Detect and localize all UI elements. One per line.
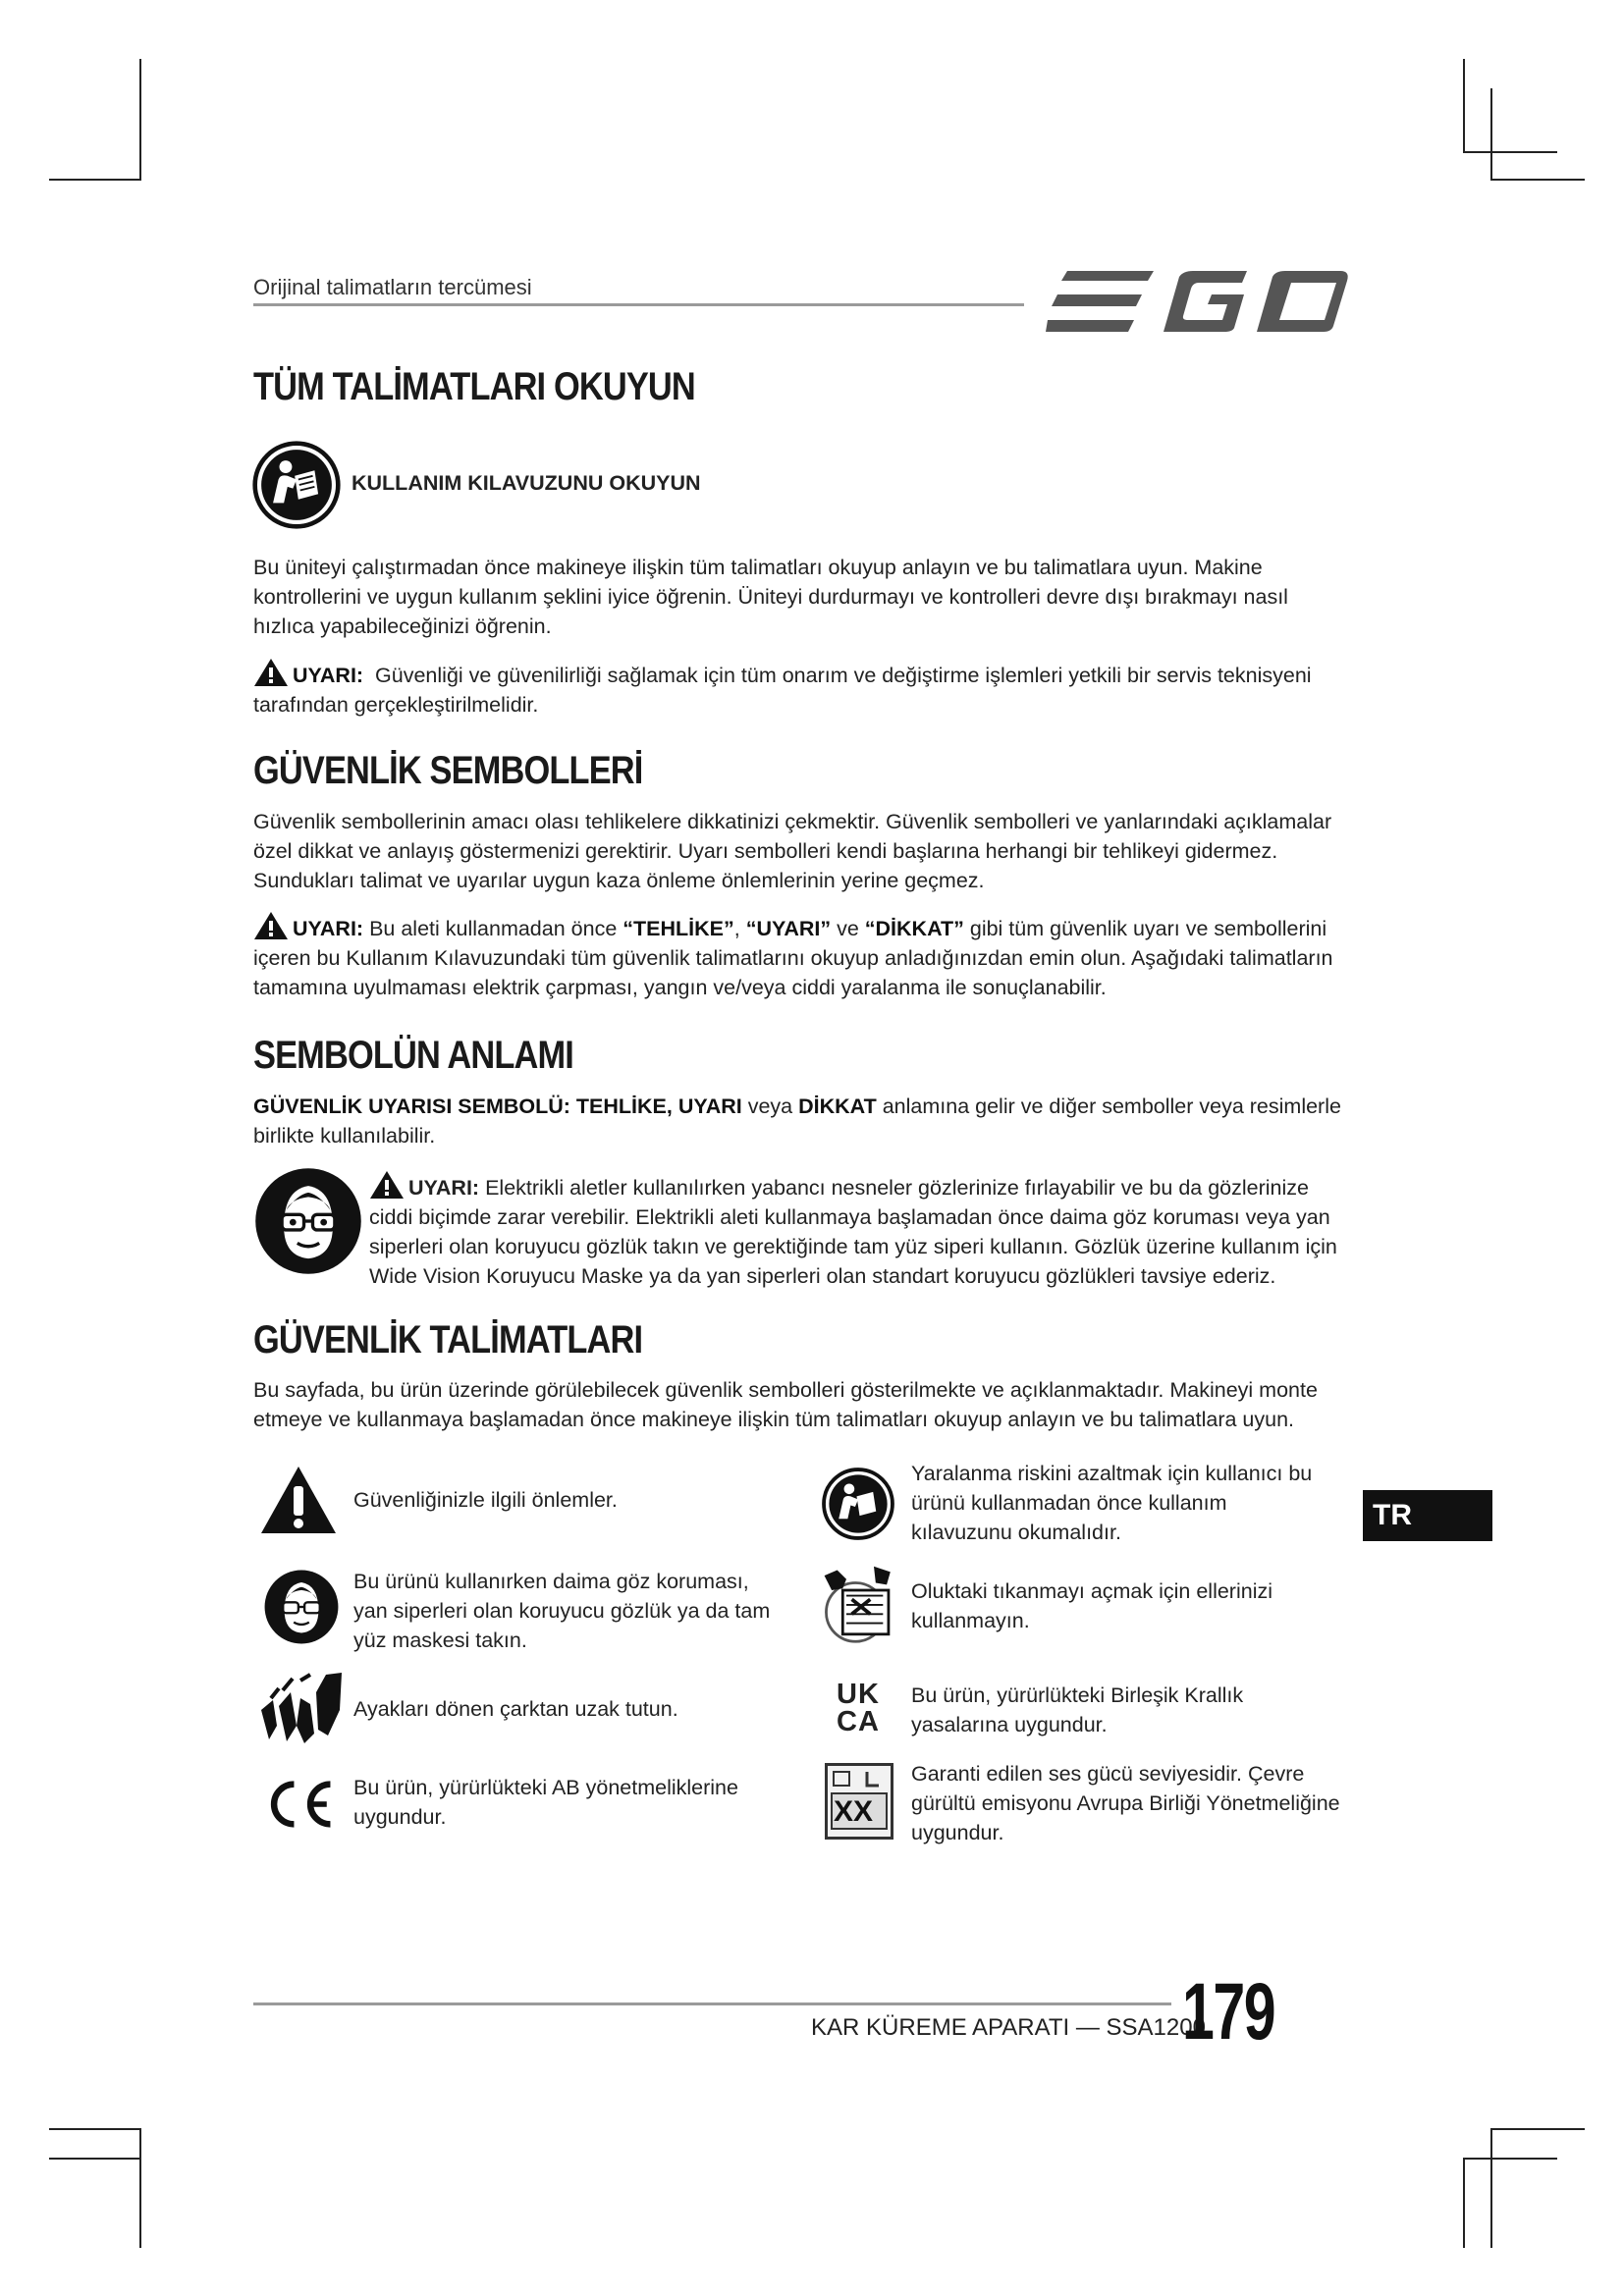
footer-title: KAR KÜREME APARATI — SSA1200	[811, 2014, 1206, 2041]
crop-mark	[49, 179, 141, 181]
symbol-text: Yaralanma riskini azaltmak için kullanıcı bu ürünü kullanmadan önce kullanım kılavuzunu okumalıdır.	[911, 1462, 1313, 1544]
crop-mark	[1463, 2158, 1465, 2248]
crop-mark	[49, 2158, 141, 2160]
safety-alert-icon	[259, 1465, 338, 1535]
read-manual-icon	[251, 440, 342, 530]
header-label: Orijinal talimatların tercümesi	[253, 275, 532, 299]
footer-rule	[253, 2002, 1171, 2005]
safety-symbols-intro: Güvenlik sembollerinin amacı olası tehlikelere dikkatinizi çekmektir. Güvenlik sembolleri ve yanlarındaki açıklamalar özel dikkat ve anlayış göstermenizi gerektirir. Uyarı sembolleri kendi başlarına herhangi bir tehlikeyi gidermez. Sundukları talimat ve uyarılar uygun kaza önleme önlemlerinin yerine geçmez.	[253, 810, 1332, 892]
language-tab: TR	[1363, 1490, 1492, 1541]
read-manual-icon	[821, 1467, 895, 1541]
lead-mid: veya	[741, 1095, 799, 1118]
ukca-mark-icon	[831, 1681, 886, 1739]
warning-text-post: gibi tüm güvenlik uyarı ve sembollerini içeren bu Kullanım Kılavuzundaki tüm güvenlik talimatlarını okuyup anladığınızdan emin olun. Aşağıdaki talimatların tamamına uyulmaması elektrik çarpması, yangın ve/veya ciddi yaralanma ile sonuçlanabilir.	[253, 917, 1333, 999]
symbol-text: Bu ürün, yürürlükteki Birleşik Krallık yasalarına uygundur.	[911, 1683, 1244, 1736]
warning-label: UYARI:	[408, 1176, 480, 1200]
crop-mark	[1463, 151, 1557, 153]
lead-bold-2: DİKKAT	[798, 1095, 877, 1118]
header-rule	[253, 303, 1024, 306]
lead-bold: GÜVENLİK UYARISI SEMBOLÜ: TEHLİKE, UYARI	[253, 1095, 742, 1118]
crop-mark	[139, 59, 141, 181]
symbol-text: Garanti edilen ses gücü seviyesidir. Çevre gürültü emisyonu Avrupa Birliği Yönetmeliğine uygundur.	[911, 1762, 1340, 1844]
lead-post: anlamına gelir ve diğer semboller veya resimlerle birlikte kullanılabilir.	[253, 1095, 1341, 1148]
symbol-text: Ayakları dönen çarktan uzak tutun.	[353, 1697, 678, 1721]
crop-mark	[139, 2128, 141, 2248]
warning-label: UYARI:	[293, 917, 364, 940]
section-title-safety-instructions: GÜVENLİK TALİMATLARI	[253, 1318, 643, 1362]
sound-power-icon	[825, 1763, 893, 1840]
term-danger: “TEHLİKE”	[623, 917, 734, 940]
read-all-intro: Bu üniteyi çalıştırmadan önce makineye ilişkin tüm talimatları okuyup anlayın ve bu talimatlara uyun. Makine kontrollerini ve uygun kullanım şeklini iyice öğrenin. Üniteyi durdurmayı ve kontrolleri devre dışı bırakmayı nasıl hızlıca yapabileceğinizi öğrenin.	[253, 556, 1288, 638]
warning-text: Güvenliği ve güvenilirliği sağlamak için tüm onarım ve değiştirme işlemleri yetkili bir servis teknisyeni tarafından gerçekleştirilmelidir.	[253, 664, 1312, 717]
crop-mark	[1490, 88, 1492, 181]
safety-instructions-intro: Bu sayfada, bu ürün üzerinde görülebilecek güvenlik sembolleri gösterilmekte ve açıklanmaktadır. Makineyi monte etmeye ve kullanmaya başlamadan önce makineye ilişkin tüm talimatları okuyup anlayın ve bu talimatlara uyun.	[253, 1378, 1318, 1431]
safety-symbols-warning	[253, 911, 1348, 1002]
ukca-bottom: CA	[837, 1706, 880, 1737]
eye-protection-icon	[263, 1569, 340, 1645]
crop-mark	[1490, 2128, 1585, 2130]
section-title-read-all: TÜM TALİMATLARI OKUYUN	[253, 365, 695, 408]
ukca-top: UK	[837, 1679, 880, 1710]
section-title-safety-symbols: GÜVENLİK SEMBOLLERİ	[253, 749, 643, 792]
section-title-symbol-meaning: SEMBOLÜN ANLAMI	[253, 1034, 573, 1077]
warning-label: UYARI:	[293, 664, 364, 687]
term-warning: “UYARI”	[745, 917, 832, 940]
term-caution: “DİKKAT”	[864, 917, 964, 940]
crop-mark	[1490, 2128, 1492, 2248]
symbol-text: Bu ürünü kullanırken daima göz koruması, yan siperleri olan koruyucu gözlük ya da tam yüz maskesi takın.	[353, 1570, 771, 1652]
separator: ve	[831, 917, 865, 940]
symbol-meaning-lead	[253, 1092, 1348, 1150]
page-number: 179	[1182, 1967, 1275, 2056]
warning-text-pre: Bu aleti kullanmadan önce	[369, 917, 623, 940]
warning-triangle-icon	[369, 1170, 405, 1200]
manual-label: KULLANIM KILAVUZUNU OKUYUN	[352, 471, 701, 495]
crop-mark	[1463, 59, 1465, 153]
symbol-text: Güvenliğinizle ilgili önlemler.	[353, 1488, 618, 1512]
warning-triangle-icon	[253, 658, 289, 687]
crop-mark	[1463, 2158, 1557, 2160]
eye-protection-icon	[253, 1166, 363, 1276]
read-all-warning	[253, 658, 1348, 720]
warning-text: Elektrikli aletler kullanılırken yabancı nesneler gözlerinize fırlayabilir ve bu da gözlerinize ciddi biçimde zarar verebilir. Elektrikli aleti kullanmaya başlamadan önce daima göz koruması veya yan siperleri olan koruyucu gözlük takın ve gerektiğinde tam yüz siperi kullanın. Gözlük üzerine kullanım için Wide Vision Koruyucu Maske ya da yan siperleri olan standart koruyucu gözlükleri tavsiye ederiz.	[369, 1176, 1337, 1288]
crop-mark	[1490, 179, 1585, 181]
ego-logo	[1046, 267, 1350, 338]
feet-away-icon	[257, 1671, 346, 1745]
separator: ,	[733, 917, 746, 940]
no-hands-chute-icon	[819, 1563, 901, 1645]
symbol-text: Bu ürün, yürürlükteki AB yönetmeliklerine uygundur.	[353, 1776, 738, 1829]
crop-mark	[49, 2128, 141, 2130]
symbol-text: Oluktaki tıkanmayı açmak için ellerinizi kullanmayın.	[911, 1579, 1273, 1632]
ce-mark-icon	[263, 1777, 336, 1832]
warning-triangle-icon	[253, 911, 289, 940]
symbol-meaning-warning	[369, 1170, 1341, 1291]
sound-power-value: XX	[834, 1795, 874, 1828]
